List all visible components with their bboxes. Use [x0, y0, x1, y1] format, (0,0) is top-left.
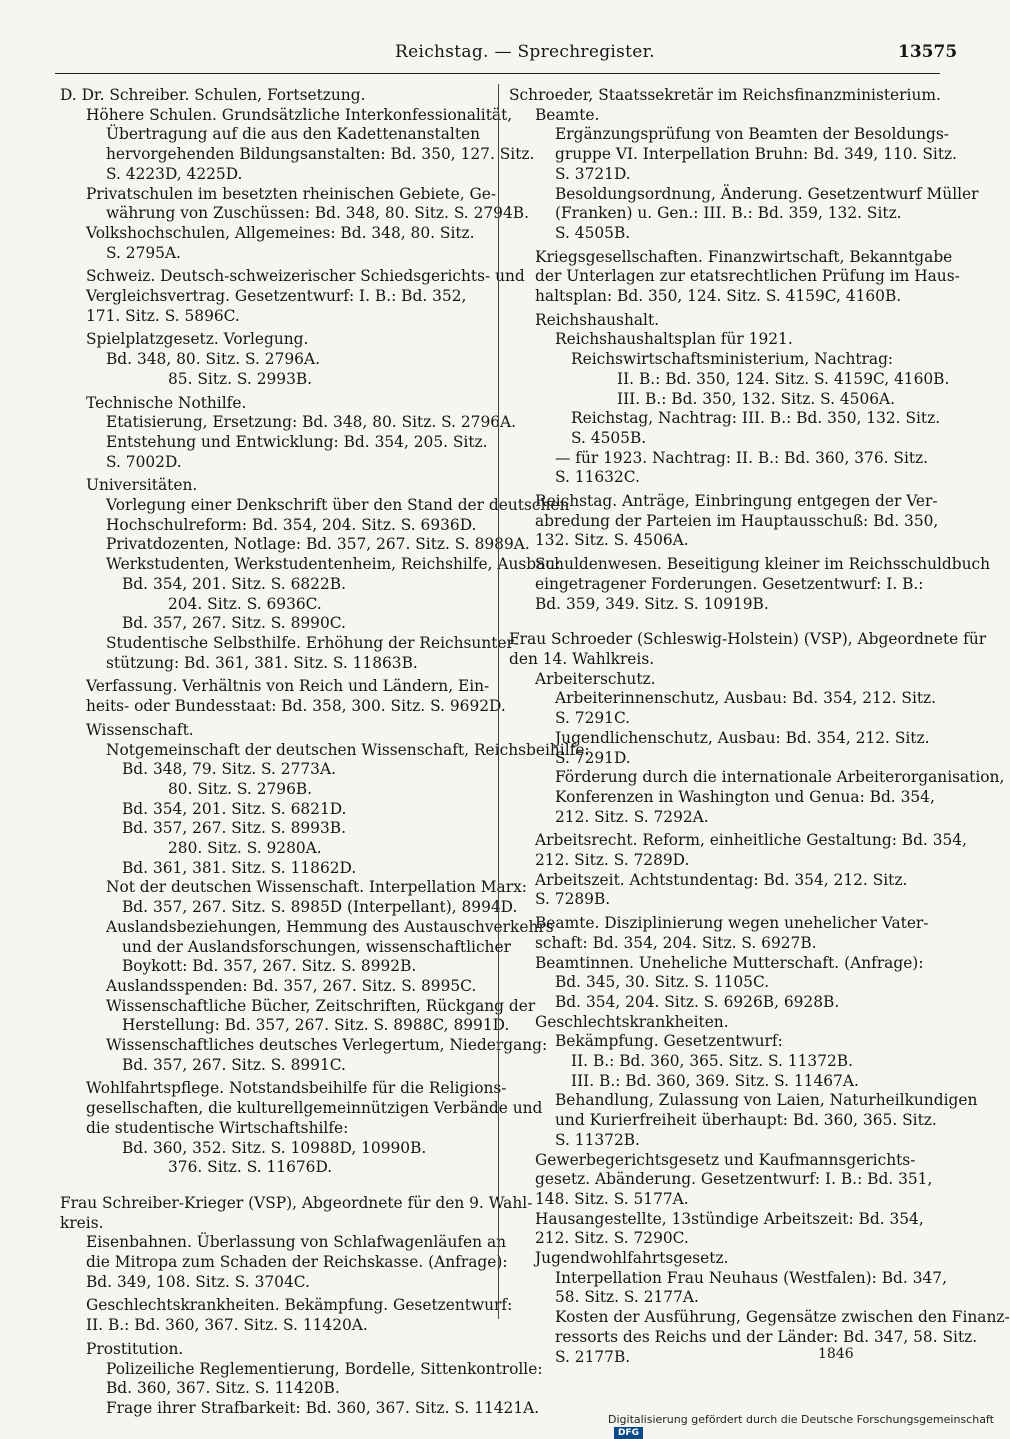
- index-line: abredung der Parteien im Hauptausschuß: Bd. 350,: [535, 511, 939, 530]
- index-line: S. 4223D, 4225D.: [106, 164, 243, 183]
- index-line: Frau Schreiber-Krieger (VSP), Abgeordnete für den 9. Wahl-: [60, 1193, 533, 1212]
- index-line: S. 4505B.: [555, 223, 631, 242]
- index-line: Polizeiliche Reglementierung, Bordelle, Sittenkontrolle:: [106, 1359, 543, 1378]
- index-line: Geschlechtskrankheiten.: [535, 1012, 729, 1031]
- index-line: Bd. 348, 79. Sitz. S. 2773A.: [122, 760, 336, 779]
- index-line: Wissenschaftliche Bücher, Zeitschriften, Rückgang der: [106, 996, 536, 1015]
- index-line: 212. Sitz. S. 7292A.: [555, 807, 709, 826]
- index-line: währung von Zuschüssen: Bd. 348, 80. Sitz. S. 2794B.: [106, 204, 529, 223]
- index-line: 85. Sitz. S. 2993B.: [168, 369, 313, 388]
- index-line: Behandlung, Zulassung von Laien, Naturheilkundigen: [555, 1091, 978, 1110]
- index-line: haltsplan: Bd. 350, 124. Sitz. S. 4159C, 4160B.: [535, 287, 902, 306]
- index-line: Boykott: Bd. 357, 267. Sitz. S. 8992B.: [122, 957, 417, 976]
- index-line: Bd. 348, 80. Sitz. S. 2796A.: [106, 350, 320, 369]
- index-line: Bekämpfung. Gesetzentwurf:: [555, 1032, 783, 1051]
- index-line: ressorts des Reichs und der Länder: Bd. 347, 58. Sitz.: [555, 1327, 978, 1346]
- index-line: Frau Schroeder (Schleswig-Holstein) (VSP), Abgeordnete für: [509, 630, 987, 649]
- index-line: Arbeiterinnenschutz, Ausbau: Bd. 354, 212. Sitz.: [555, 689, 937, 708]
- index-line: Bd. 349, 108. Sitz. S. 3704C.: [86, 1272, 310, 1291]
- index-line: Reichswirtschaftsministerium, Nachtrag:: [571, 350, 894, 369]
- index-line: S. 7291D.: [555, 748, 631, 767]
- index-line: Bd. 357, 267. Sitz. S. 8991C.: [122, 1055, 346, 1074]
- index-line: Bd. 357, 267. Sitz. S. 8993B.: [122, 819, 346, 838]
- index-line: Wissenschaftliches deutsches Verlegertum, Niedergang:: [106, 1036, 548, 1055]
- index-line: Bd. 354, 201. Sitz. S. 6822B.: [122, 574, 346, 593]
- index-line: Förderung durch die internationale Arbeiterorganisation,: [555, 768, 1005, 787]
- index-line: Reichshaushaltsplan für 1921.: [555, 330, 793, 349]
- index-line: Studentische Selbsthilfe. Erhöhung der Reichsunter-: [106, 633, 520, 652]
- index-line: Hochschulreform: Bd. 354, 204. Sitz. S. 6936D.: [106, 515, 477, 534]
- index-line: S. 3721D.: [555, 164, 631, 183]
- index-line: heits- oder Bundesstaat: Bd. 358, 300. Sitz. S. 9692D.: [86, 697, 506, 716]
- index-line: Bd. 361, 381. Sitz. S. 11862D.: [122, 858, 357, 877]
- index-line: Vorlegung einer Denkschrift über den Stand der deutschen: [106, 496, 570, 515]
- index-line: Notgemeinschaft der deutschen Wissenschaft, Reichsbeihilfe:: [106, 740, 590, 759]
- index-line: Jugendwohlfahrtsgesetz.: [535, 1249, 729, 1268]
- index-line: Geschlechtskrankheiten. Bekämpfung. Gesetzentwurf:: [86, 1296, 513, 1315]
- index-line: Schroeder, Staatssekretär im Reichsfinanzministerium.: [509, 86, 941, 104]
- page-number: 13575: [898, 42, 958, 62]
- index-line: Werkstudenten, Werkstudentenheim, Reichshilfe, Ausbau:: [106, 555, 561, 574]
- index-line: Technische Nothilfe.: [86, 393, 247, 412]
- index-line: Bd. 360, 367. Sitz. S. 11420B.: [106, 1379, 340, 1398]
- index-line: gesetz. Abänderung. Gesetzentwurf: I. B.: Bd. 351,: [535, 1170, 933, 1189]
- index-line: und Kurierfreiheit überhaupt: Bd. 360, 365. Sitz.: [555, 1111, 937, 1130]
- header-rule: [55, 73, 940, 74]
- index-line: eingetragener Forderungen. Gesetzentwurf: I. B.:: [535, 574, 924, 593]
- index-line: Wissenschaft.: [86, 720, 194, 739]
- index-line: Bd. 354, 201. Sitz. S. 6821D.: [122, 799, 347, 818]
- index-line: Bd. 357, 267. Sitz. S. 8985D (Interpellant), 8994D.: [122, 898, 518, 917]
- index-line: Jugendlichenschutz, Ausbau: Bd. 354, 212. Sitz.: [555, 728, 930, 747]
- index-line: S. 7289B.: [535, 890, 611, 909]
- page-header: [0, 40, 1000, 70]
- index-line: II. B.: Bd. 350, 124. Sitz. S. 4159C, 4160B.: [617, 369, 950, 388]
- index-line: Arbeiterschutz.: [535, 669, 656, 688]
- index-line: II. B.: Bd. 360, 367. Sitz. S. 11420A.: [86, 1316, 368, 1335]
- index-line: 132. Sitz. S. 4506A.: [535, 531, 689, 550]
- index-line: Bd. 357, 267. Sitz. S. 8990C.: [122, 614, 346, 633]
- index-line: Reichstag. Anträge, Einbringung entgegen der Ver-: [535, 492, 938, 511]
- right-column: [509, 86, 1010, 1367]
- index-line: D. Dr. Schreiber. Schulen, Fortsetzung.: [60, 86, 366, 104]
- index-line: Höhere Schulen. Grundsätzliche Interkonfessionalität,: [86, 105, 513, 124]
- index-line: Entstehung und Entwicklung: Bd. 354, 205. Sitz.: [106, 432, 488, 451]
- index-line: und der Auslandsforschungen, wissenschaftlicher: [122, 937, 511, 956]
- index-line: Bd. 345, 30. Sitz. S. 1105C.: [555, 973, 770, 992]
- index-line: III. B.: Bd. 360, 369. Sitz. S. 11467A.: [571, 1071, 859, 1090]
- index-line: Wohlfahrtspflege. Notstandsbeihilfe für die Religions-: [86, 1079, 507, 1098]
- index-line: S. 11632C.: [555, 468, 640, 487]
- index-line: Konferenzen in Washington und Genua: Bd. 354,: [555, 787, 935, 806]
- index-line: Auslandsspenden: Bd. 357, 267. Sitz. S. 8995C.: [106, 976, 477, 995]
- index-line: Kosten der Ausführung, Gegensätze zwischen den Finanz-: [555, 1308, 1010, 1327]
- index-line: Arbeitszeit. Achtstundentag: Bd. 354, 212. Sitz.: [535, 870, 908, 889]
- index-line: Besoldungsordnung, Änderung. Gesetzentwurf Müller: [555, 184, 979, 203]
- index-line: Schuldenwesen. Beseitigung kleiner im Reichsschuldbuch: [535, 555, 991, 574]
- index-line: Not der deutschen Wissenschaft. Interpellation Marx:: [106, 878, 527, 897]
- index-line: S. 2177B.: [555, 1347, 631, 1366]
- index-line: Universitäten.: [86, 476, 198, 495]
- index-line: Prostitution.: [86, 1339, 184, 1358]
- dfg-logo: DFG: [614, 1427, 643, 1439]
- index-line: Reichstag, Nachtrag: III. B.: Bd. 350, 132. Sitz.: [571, 409, 941, 428]
- index-line: kreis.: [60, 1213, 104, 1232]
- index-line: Beamte.: [535, 105, 600, 124]
- index-line: hervorgehenden Bildungsanstalten: Bd. 350, 127. Sitz.: [106, 145, 535, 164]
- index-line: Spielplatzgesetz. Vorlegung.: [86, 330, 309, 349]
- index-line: Herstellung: Bd. 357, 267. Sitz. S. 8988C, 8991D.: [122, 1016, 510, 1035]
- index-line: Frage ihrer Strafbarkeit: Bd. 360, 367. Sitz. S. 11421A.: [106, 1399, 540, 1417]
- index-line: Bd. 354, 204. Sitz. S. 6926B, 6928B.: [555, 992, 840, 1011]
- index-line: Gewerbegerichtsgesetz und Kaufmannsgerichts-: [535, 1150, 916, 1169]
- index-line: Auslandsbeziehungen, Hemmung des Austauschverkehrs: [106, 917, 554, 936]
- index-line: 204. Sitz. S. 6936C.: [168, 594, 322, 613]
- index-line: den 14. Wahlkreis.: [509, 649, 655, 668]
- index-line: Arbeitsrecht. Reform, einheitliche Gestaltung: Bd. 354,: [535, 831, 967, 850]
- index-line: Beamtinnen. Uneheliche Mutterschaft. (Anfrage):: [535, 953, 924, 972]
- index-line: der Unterlagen zur etatsrechtlichen Prüfung im Haus-: [535, 267, 960, 286]
- running-title: Reichstag. — Sprechregister.: [395, 42, 655, 62]
- index-line: schaft: Bd. 354, 204. Sitz. S. 6927B.: [535, 933, 817, 952]
- digitization-credit: [608, 1413, 1000, 1439]
- index-line: 280. Sitz. S. 9280A.: [168, 839, 322, 858]
- column-divider: [498, 84, 499, 1319]
- index-line: die Mitropa zum Schaden der Reichskasse. (Anfrage):: [86, 1253, 508, 1272]
- index-line: S. 2795A.: [106, 243, 181, 262]
- index-line: Bd. 359, 349. Sitz. S. 10919B.: [535, 594, 769, 613]
- index-line: II. B.: Bd. 360, 365. Sitz. S. 11372B.: [571, 1052, 853, 1071]
- index-line: gesellschaften, die kulturellgemeinnützigen Verbände und: [86, 1099, 543, 1118]
- index-line: die studentische Wirtschaftshilfe:: [86, 1118, 349, 1137]
- index-line: Beamte. Disziplinierung wegen unehelicher Vater-: [535, 914, 929, 933]
- index-line: Volkshochschulen, Allgemeines: Bd. 348, 80. Sitz.: [86, 223, 475, 242]
- index-line: Privatschulen im besetzten rheinischen Gebiete, Ge-: [86, 184, 497, 203]
- index-line: 171. Sitz. S. 5896C.: [86, 306, 240, 325]
- index-line: S. 4505B.: [571, 428, 647, 447]
- index-line: 148. Sitz. S. 5177A.: [535, 1189, 689, 1208]
- index-line: Schweiz. Deutsch-schweizerischer Schiedsgerichts- und: [86, 267, 525, 286]
- index-line: 376. Sitz. S. 11676D.: [168, 1158, 333, 1177]
- index-line: 58. Sitz. S. 2177A.: [555, 1288, 699, 1307]
- index-line: Hausangestellte, 13stündige Arbeitszeit: Bd. 354,: [535, 1209, 924, 1228]
- credit-text: Digitalisierung gefördert durch die Deutsche Forschungsgemeinschaft: [608, 1413, 994, 1426]
- index-line: S. 11372B.: [555, 1130, 640, 1149]
- index-line: Übertragung auf die aus den Kadettenanstalten: [106, 125, 481, 144]
- index-line: Ergänzungsprüfung von Beamten der Besoldungs-: [555, 125, 949, 144]
- index-line: 212. Sitz. S. 7290C.: [535, 1229, 689, 1248]
- index-line: stützung: Bd. 361, 381. Sitz. S. 11863B.: [106, 653, 418, 672]
- page-folio: 1846: [818, 1346, 854, 1362]
- index-line: Bd. 360, 352. Sitz. S. 10988D, 10990B.: [122, 1138, 427, 1157]
- index-line: S. 7002D.: [106, 452, 182, 471]
- index-line: Etatisierung, Ersetzung: Bd. 348, 80. Sitz. S. 2796A.: [106, 413, 517, 432]
- index-line: Reichshaushalt.: [535, 310, 660, 329]
- index-line: 212. Sitz. S. 7289D.: [535, 851, 690, 870]
- index-line: Interpellation Frau Neuhaus (Westfalen): Bd. 347,: [555, 1268, 947, 1287]
- index-line: Vergleichsvertrag. Gesetzentwurf: I. B.: Bd. 352,: [86, 287, 467, 306]
- index-line: Eisenbahnen. Überlassung von Schlafwagenläufen an: [86, 1233, 507, 1252]
- index-line: — für 1923. Nachtrag: II. B.: Bd. 360, 376. Sitz.: [555, 448, 929, 467]
- index-line: Verfassung. Verhältnis von Reich und Ländern, Ein-: [86, 677, 490, 696]
- index-line: Privatdozenten, Notlage: Bd. 357, 267. Sitz. S. 8989A.: [106, 535, 530, 554]
- index-line: Kriegsgesellschaften. Finanzwirtschaft, Bekanntgabe: [535, 247, 953, 266]
- index-line: S. 7291C.: [555, 709, 631, 728]
- index-line: gruppe VI. Interpellation Bruhn: Bd. 349, 110. Sitz.: [555, 145, 958, 164]
- index-line: III. B.: Bd. 350, 132. Sitz. S. 4506A.: [617, 389, 896, 408]
- index-line: 80. Sitz. S. 2796B.: [168, 779, 313, 798]
- index-line: (Franken) u. Gen.: III. B.: Bd. 359, 132. Sitz.: [555, 204, 902, 223]
